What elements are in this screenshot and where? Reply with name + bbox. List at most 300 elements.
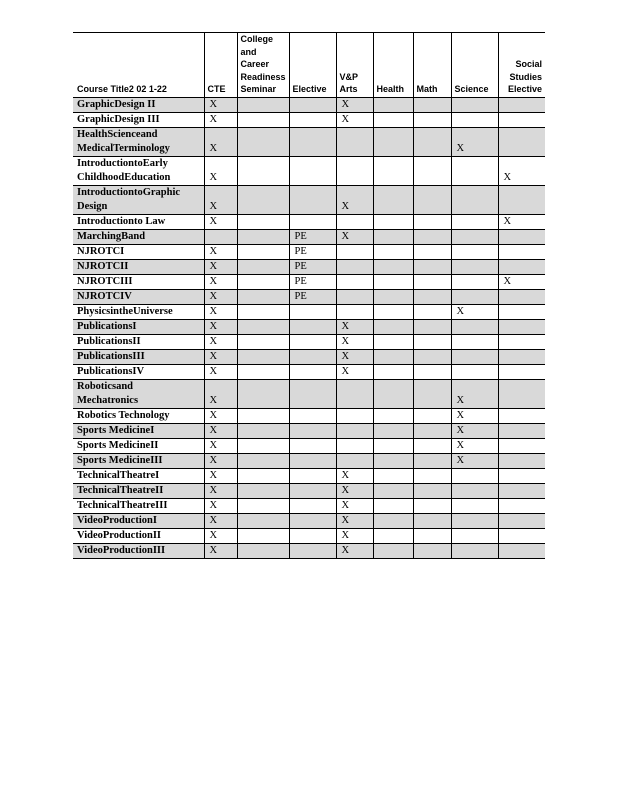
cell-health (373, 349, 413, 364)
course-name-cell (73, 112, 204, 127)
cell-vpa (336, 259, 373, 274)
cell-ccr (237, 334, 289, 349)
cell-sse (498, 127, 545, 156)
cell-sse (498, 259, 545, 274)
cell-math (413, 304, 451, 319)
table-row (73, 513, 545, 528)
header-row (73, 33, 545, 98)
header-sse-line: Studies (509, 71, 542, 82)
course-name-line: NJROTCI (77, 245, 125, 257)
course-name-line: VideoProductionII (77, 529, 162, 541)
cell-science: X (451, 127, 498, 156)
cell-math (413, 259, 451, 274)
cell-cte: X (204, 423, 237, 438)
course-name-line: Sports MedicineII (77, 439, 159, 451)
cell-science (451, 156, 498, 185)
cell-math (413, 513, 451, 528)
cell-health (373, 304, 413, 319)
table-row (73, 229, 545, 244)
cell-vpa (336, 289, 373, 304)
cell-vpa (336, 214, 373, 229)
cell-health (373, 483, 413, 498)
header-vp-arts (336, 33, 373, 98)
cell-cte: X (204, 349, 237, 364)
course-name-line: Sports MedicineI (77, 424, 155, 436)
header-ccr-line: Career (240, 59, 270, 70)
cell-cte: X (204, 97, 237, 112)
course-name-line: NJROTCIV (77, 290, 132, 302)
course-name-line: IntroductiontoGraphic (77, 186, 181, 198)
table-row (73, 319, 545, 334)
cell-science (451, 468, 498, 483)
cell-ccr (237, 97, 289, 112)
cell-health (373, 468, 413, 483)
cell-math (413, 156, 451, 185)
table-row (73, 274, 545, 289)
cell-ccr (237, 498, 289, 513)
cell-sse (498, 185, 545, 214)
cell-elective (289, 513, 336, 528)
cell-science: X (451, 453, 498, 468)
cell-ccr (237, 513, 289, 528)
cell-health (373, 319, 413, 334)
cell-sse (498, 97, 545, 112)
course-name-line: GraphicDesign III (77, 113, 160, 125)
cell-cte: X (204, 498, 237, 513)
course-name-line: PublicationsII (77, 335, 141, 347)
table-row (73, 289, 545, 304)
course-name-line: NJROTCII (77, 260, 129, 272)
table-row (73, 127, 545, 156)
cell-math (413, 483, 451, 498)
cell-health (373, 185, 413, 214)
cell-vpa: X (336, 349, 373, 364)
course-name-line: Design (77, 200, 108, 212)
course-name-cell (73, 334, 204, 349)
cell-ccr (237, 423, 289, 438)
cell-science (451, 185, 498, 214)
cell-elective (289, 156, 336, 185)
cell-vpa (336, 453, 373, 468)
cell-sse (498, 244, 545, 259)
cell-sse (498, 349, 545, 364)
cell-health (373, 259, 413, 274)
cell-vpa: X (336, 229, 373, 244)
course-name-cell (73, 319, 204, 334)
cell-elective (289, 334, 336, 349)
cell-science (451, 513, 498, 528)
cell-math (413, 97, 451, 112)
table-row (73, 423, 545, 438)
cell-science (451, 364, 498, 379)
cell-health (373, 127, 413, 156)
cell-ccr (237, 438, 289, 453)
cell-vpa (336, 304, 373, 319)
cell-math (413, 112, 451, 127)
course-name-cell (73, 468, 204, 483)
cell-cte: X (204, 244, 237, 259)
cell-health (373, 274, 413, 289)
cell-elective (289, 304, 336, 319)
course-name-line: GraphicDesign II (77, 98, 156, 110)
cell-science (451, 349, 498, 364)
course-name-line: PhysicsintheUniverse (77, 305, 173, 317)
cell-elective (289, 319, 336, 334)
cell-ccr (237, 274, 289, 289)
cell-vpa: X (336, 513, 373, 528)
cell-vpa: X (336, 185, 373, 214)
cell-ccr (237, 229, 289, 244)
table-row (73, 259, 545, 274)
table-row (73, 483, 545, 498)
cell-vpa: X (336, 498, 373, 513)
course-name-line: VideoProductionI (77, 514, 157, 526)
cell-cte: X (204, 543, 237, 558)
course-name-line: MarchingBand (77, 230, 146, 242)
cell-elective (289, 438, 336, 453)
table-row (73, 468, 545, 483)
cell-science (451, 259, 498, 274)
table-row (73, 334, 545, 349)
cell-sse (498, 543, 545, 558)
table-row (73, 379, 545, 408)
cell-health (373, 334, 413, 349)
cell-math (413, 244, 451, 259)
course-name-cell (73, 97, 204, 112)
cell-cte: X (204, 274, 237, 289)
course-name-cell (73, 304, 204, 319)
cell-health (373, 289, 413, 304)
header-sse-line: Elective (507, 84, 542, 95)
cell-health (373, 408, 413, 423)
course-name-line: Introductionto Law (77, 215, 166, 227)
cell-science (451, 229, 498, 244)
cell-science (451, 289, 498, 304)
cell-vpa: X (336, 112, 373, 127)
cell-ccr (237, 319, 289, 334)
cell-math (413, 229, 451, 244)
cell-sse (498, 513, 545, 528)
cell-health (373, 513, 413, 528)
cell-health (373, 379, 413, 408)
cell-elective (289, 97, 336, 112)
course-name-cell (73, 423, 204, 438)
cell-math (413, 543, 451, 558)
cell-vpa: X (336, 528, 373, 543)
cell-vpa: X (336, 364, 373, 379)
cell-sse (498, 334, 545, 349)
cell-science: X (451, 379, 498, 408)
header-sse-line: Social (515, 59, 542, 70)
header-course-title: Course Title2 02 1-22 (73, 33, 204, 98)
cell-cte (204, 229, 237, 244)
course-name-cell (73, 127, 204, 156)
cell-sse (498, 423, 545, 438)
cell-health (373, 112, 413, 127)
course-name-cell (73, 498, 204, 513)
cell-vpa: X (336, 483, 373, 498)
cell-vpa: X (336, 543, 373, 558)
table-row (73, 244, 545, 259)
cell-elective (289, 498, 336, 513)
table-row (73, 453, 545, 468)
cell-health (373, 229, 413, 244)
header-vpa-line: V&P (339, 71, 359, 82)
course-name-cell (73, 244, 204, 259)
course-name-cell (73, 364, 204, 379)
cell-science (451, 334, 498, 349)
header-ccr-line: and (240, 46, 257, 57)
cell-elective (289, 214, 336, 229)
cell-science (451, 483, 498, 498)
cell-cte: X (204, 304, 237, 319)
header-ccr-line: Seminar (240, 84, 277, 95)
course-name-cell (73, 185, 204, 214)
cell-math (413, 468, 451, 483)
cell-math (413, 528, 451, 543)
cell-health (373, 453, 413, 468)
course-name-line: PublicationsI (77, 320, 137, 332)
header-health: Health (373, 33, 413, 98)
cell-cte: X (204, 364, 237, 379)
cell-cte: X (204, 214, 237, 229)
cell-vpa (336, 408, 373, 423)
course-name-cell (73, 543, 204, 558)
cell-math (413, 498, 451, 513)
cell-math (413, 408, 451, 423)
cell-math (413, 364, 451, 379)
course-name-line: Sports MedicineIII (77, 454, 163, 466)
cell-cte: X (204, 289, 237, 304)
cell-elective (289, 379, 336, 408)
cell-math (413, 289, 451, 304)
cell-ccr (237, 364, 289, 379)
cell-math (413, 319, 451, 334)
cell-sse (498, 289, 545, 304)
cell-science (451, 112, 498, 127)
cell-vpa (336, 274, 373, 289)
course-name-line: PublicationsIV (77, 365, 145, 377)
cell-science (451, 528, 498, 543)
cell-ccr (237, 379, 289, 408)
cell-math (413, 127, 451, 156)
cell-cte: X (204, 408, 237, 423)
course-name-cell (73, 408, 204, 423)
cell-elective (289, 423, 336, 438)
course-table-container (73, 32, 545, 559)
course-name-cell (73, 214, 204, 229)
cell-ccr (237, 127, 289, 156)
course-name-line: Mechatronics (77, 394, 139, 406)
cell-math (413, 274, 451, 289)
course-name-cell (73, 229, 204, 244)
cell-health (373, 97, 413, 112)
cell-health (373, 543, 413, 558)
cell-ccr (237, 289, 289, 304)
cell-sse (498, 112, 545, 127)
cell-math (413, 379, 451, 408)
cell-health (373, 528, 413, 543)
table-row (73, 543, 545, 558)
cell-vpa: X (336, 97, 373, 112)
table-row (73, 438, 545, 453)
course-name-cell (73, 259, 204, 274)
cell-sse (498, 229, 545, 244)
cell-sse: X (498, 214, 545, 229)
cell-health (373, 156, 413, 185)
cell-sse: X (498, 274, 545, 289)
course-name-line: TechnicalTheatreIII (77, 499, 168, 511)
cell-sse (498, 304, 545, 319)
cell-elective (289, 185, 336, 214)
cell-cte: X (204, 156, 237, 185)
course-name-line: PublicationsIII (77, 350, 145, 362)
cell-sse (498, 528, 545, 543)
cell-ccr (237, 528, 289, 543)
cell-elective: PE (289, 289, 336, 304)
course-name-cell (73, 453, 204, 468)
cell-vpa (336, 244, 373, 259)
cell-math (413, 423, 451, 438)
cell-ccr (237, 244, 289, 259)
cell-math (413, 185, 451, 214)
course-name-cell (73, 483, 204, 498)
course-name-cell (73, 156, 204, 185)
cell-science (451, 214, 498, 229)
cell-vpa: X (336, 319, 373, 334)
cell-math (413, 453, 451, 468)
cell-sse (498, 408, 545, 423)
cell-cte: X (204, 483, 237, 498)
cell-math (413, 334, 451, 349)
cell-science (451, 97, 498, 112)
course-name-line: VideoProductionIII (77, 544, 166, 556)
course-name-cell (73, 528, 204, 543)
cell-health (373, 214, 413, 229)
cell-ccr (237, 453, 289, 468)
cell-math (413, 214, 451, 229)
course-name-cell (73, 349, 204, 364)
course-name-line: Robotics Technology (77, 409, 170, 421)
table-row (73, 364, 545, 379)
cell-health (373, 423, 413, 438)
course-credit-table (73, 32, 545, 559)
course-name-line: TechnicalTheatreI (77, 469, 160, 481)
header-social-studies-elective (498, 33, 545, 98)
cell-math (413, 438, 451, 453)
cell-elective (289, 364, 336, 379)
course-name-cell (73, 513, 204, 528)
cell-sse (498, 319, 545, 334)
cell-elective: PE (289, 244, 336, 259)
cell-elective: PE (289, 229, 336, 244)
table-row (73, 498, 545, 513)
cell-ccr (237, 185, 289, 214)
table-row (73, 97, 545, 112)
cell-elective (289, 349, 336, 364)
cell-sse (498, 483, 545, 498)
cell-elective (289, 528, 336, 543)
cell-health (373, 244, 413, 259)
cell-elective (289, 483, 336, 498)
cell-elective (289, 112, 336, 127)
cell-sse (498, 468, 545, 483)
course-name-line: HealthScienceand (77, 128, 158, 140)
course-name-cell (73, 289, 204, 304)
cell-ccr (237, 468, 289, 483)
cell-science: X (451, 408, 498, 423)
course-rows (73, 97, 545, 558)
course-name-line: NJROTCIII (77, 275, 133, 287)
cell-elective (289, 408, 336, 423)
course-name-cell (73, 438, 204, 453)
cell-ccr (237, 112, 289, 127)
cell-vpa (336, 438, 373, 453)
cell-ccr (237, 408, 289, 423)
cell-sse (498, 453, 545, 468)
cell-vpa (336, 423, 373, 438)
header-ccr-line: College (240, 34, 274, 44)
cell-cte: X (204, 438, 237, 453)
cell-cte: X (204, 319, 237, 334)
cell-cte: X (204, 379, 237, 408)
cell-ccr (237, 483, 289, 498)
table-row (73, 185, 545, 214)
course-name-line: ChildhoodEducation (77, 171, 171, 183)
cell-health (373, 364, 413, 379)
cell-science: X (451, 438, 498, 453)
table-row (73, 349, 545, 364)
cell-vpa: X (336, 334, 373, 349)
cell-sse (498, 364, 545, 379)
cell-math (413, 349, 451, 364)
table-row (73, 304, 545, 319)
header-ccr-line: Readiness (240, 71, 286, 82)
cell-science (451, 543, 498, 558)
cell-ccr (237, 156, 289, 185)
cell-science (451, 498, 498, 513)
cell-vpa (336, 156, 373, 185)
table-row (73, 112, 545, 127)
cell-ccr (237, 304, 289, 319)
cell-ccr (237, 543, 289, 558)
cell-cte: X (204, 453, 237, 468)
table-row (73, 528, 545, 543)
table-row (73, 156, 545, 185)
header-vpa-line: Arts (339, 84, 358, 95)
cell-health (373, 438, 413, 453)
cell-sse (498, 438, 545, 453)
cell-cte: X (204, 334, 237, 349)
cell-health (373, 498, 413, 513)
cell-ccr (237, 259, 289, 274)
cell-vpa (336, 127, 373, 156)
cell-cte: X (204, 513, 237, 528)
course-name-line: MedicalTerminology (77, 142, 170, 154)
header-elective: Elective (289, 33, 336, 98)
cell-elective (289, 453, 336, 468)
header-math: Math (413, 33, 451, 98)
cell-elective: PE (289, 274, 336, 289)
cell-science: X (451, 423, 498, 438)
cell-vpa: X (336, 468, 373, 483)
cell-elective (289, 543, 336, 558)
table-row (73, 408, 545, 423)
cell-cte: X (204, 468, 237, 483)
cell-elective (289, 468, 336, 483)
course-name-line: Roboticsand (77, 380, 134, 392)
cell-sse: X (498, 156, 545, 185)
